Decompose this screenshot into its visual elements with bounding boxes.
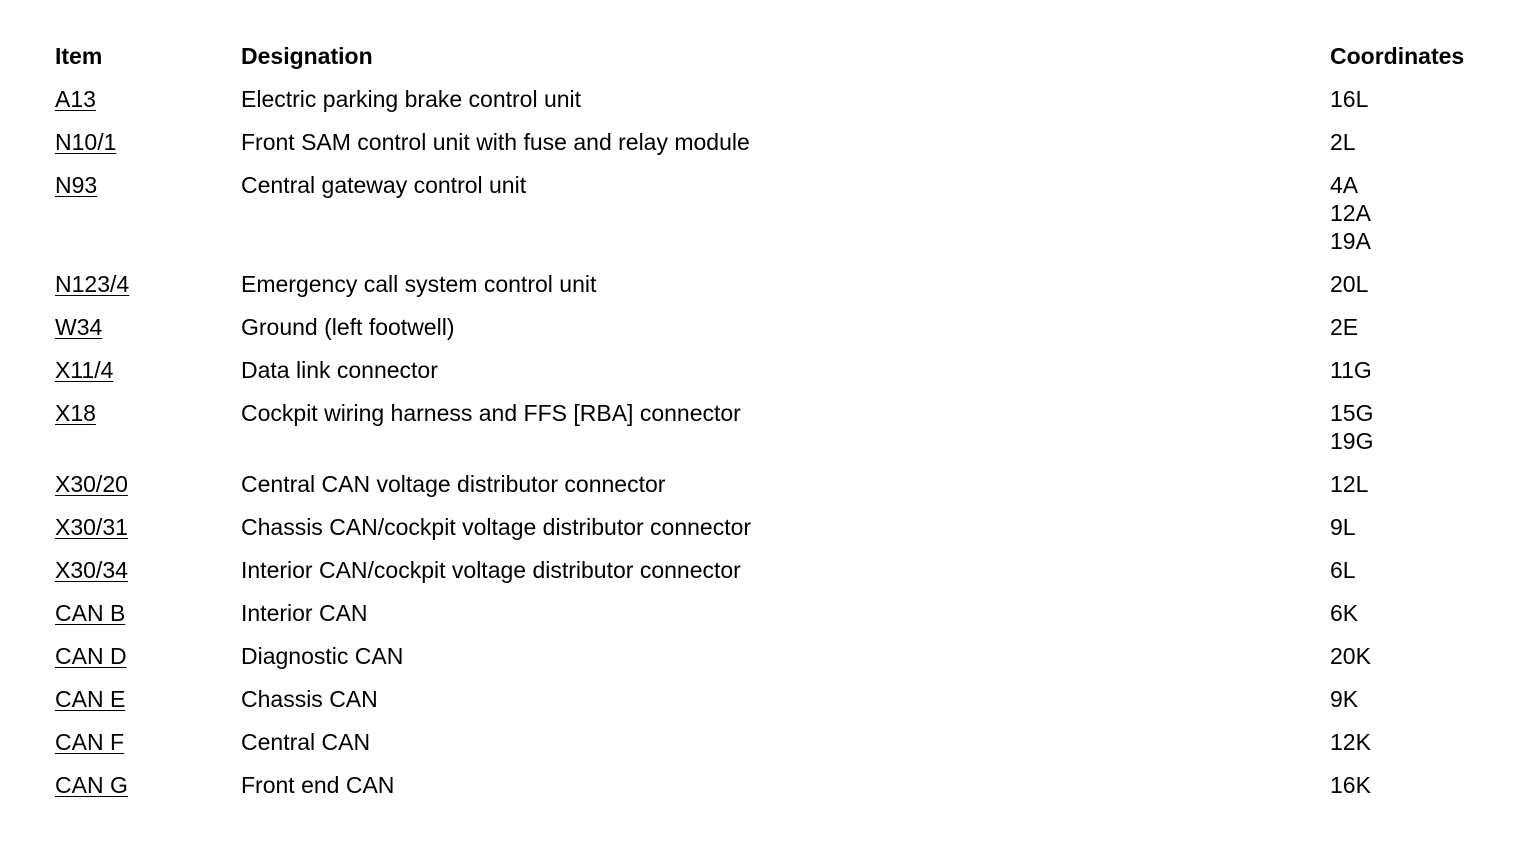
table-row bbox=[55, 771, 1495, 814]
designation-cell: Ground (left footwell) bbox=[241, 314, 455, 340]
item-link[interactable]: X30/20 bbox=[55, 471, 128, 497]
item-cell bbox=[55, 771, 241, 799]
item-cell bbox=[55, 513, 241, 541]
coordinate-value: 11G bbox=[1330, 357, 1372, 383]
component-legend-table bbox=[55, 42, 1495, 814]
item-link[interactable]: N93 bbox=[55, 172, 98, 198]
coordinates-cell bbox=[1330, 171, 1495, 255]
table-header bbox=[55, 42, 1495, 85]
coordinate-value: 12K bbox=[1330, 729, 1371, 755]
coordinates-cell bbox=[1330, 470, 1495, 498]
designation-cell: Chassis CAN bbox=[241, 686, 378, 712]
designation-cell: Data link connector bbox=[241, 357, 438, 383]
item-cell bbox=[55, 728, 241, 756]
coordinate-value: 9K bbox=[1330, 686, 1359, 712]
item-cell bbox=[55, 270, 241, 298]
designation-cell: Central gateway control unit bbox=[241, 172, 527, 198]
table-row bbox=[55, 556, 1495, 599]
coordinates-cell bbox=[1330, 642, 1495, 670]
item-link[interactable]: CAN D bbox=[55, 643, 127, 669]
item-link[interactable]: A13 bbox=[55, 86, 96, 112]
coordinates-cell bbox=[1330, 556, 1495, 584]
coordinate-value: 16L bbox=[1330, 86, 1369, 112]
item-cell bbox=[55, 128, 241, 156]
item-cell bbox=[55, 85, 241, 113]
coordinate-value: 12A bbox=[1330, 200, 1371, 226]
designation-cell: Electric parking brake control unit bbox=[241, 86, 582, 112]
item-cell bbox=[55, 599, 241, 627]
header-designation: Designation bbox=[241, 43, 373, 69]
coordinates-cell bbox=[1330, 771, 1495, 799]
coordinate-value: 20L bbox=[1330, 271, 1369, 297]
header-item: Item bbox=[55, 43, 103, 69]
table-row bbox=[55, 470, 1495, 513]
item-cell bbox=[55, 642, 241, 670]
table-row bbox=[55, 642, 1495, 685]
table-row bbox=[55, 270, 1495, 313]
table-row bbox=[55, 313, 1495, 356]
table-body bbox=[55, 85, 1495, 814]
item-cell bbox=[55, 685, 241, 713]
designation-cell: Emergency call system control unit bbox=[241, 271, 597, 297]
table-row bbox=[55, 171, 1495, 270]
coordinates-cell bbox=[1330, 513, 1495, 541]
coordinate-value: 15G bbox=[1330, 400, 1374, 426]
table-row bbox=[55, 85, 1495, 128]
coordinates-cell bbox=[1330, 128, 1495, 156]
coordinate-value: 2L bbox=[1330, 129, 1356, 155]
coordinates-cell bbox=[1330, 356, 1495, 384]
coordinates-cell bbox=[1330, 728, 1495, 756]
coordinates-cell bbox=[1330, 599, 1495, 627]
header-coordinates: Coordinates bbox=[1330, 43, 1465, 69]
item-cell bbox=[55, 399, 241, 427]
item-link[interactable]: CAN B bbox=[55, 600, 126, 626]
coordinates-cell bbox=[1330, 85, 1495, 113]
item-link[interactable]: X30/34 bbox=[55, 557, 128, 583]
item-link[interactable]: CAN F bbox=[55, 729, 124, 755]
designation-cell: Central CAN voltage distributor connector bbox=[241, 471, 666, 497]
coordinate-value: 6L bbox=[1330, 557, 1356, 583]
designation-cell: Chassis CAN/cockpit voltage distributor connector bbox=[241, 514, 752, 540]
item-cell bbox=[55, 171, 241, 199]
designation-cell: Front SAM control unit with fuse and relay module bbox=[241, 129, 750, 155]
coordinate-value: 19A bbox=[1330, 228, 1371, 254]
designation-cell: Interior CAN/cockpit voltage distributor connector bbox=[241, 557, 741, 583]
coordinate-value: 6K bbox=[1330, 600, 1359, 626]
table-row bbox=[55, 128, 1495, 171]
coordinates-cell bbox=[1330, 313, 1495, 341]
coordinates-cell bbox=[1330, 399, 1495, 455]
item-link[interactable]: X18 bbox=[55, 400, 96, 426]
designation-cell: Cockpit wiring harness and FFS [RBA] connector bbox=[241, 400, 741, 426]
item-cell bbox=[55, 470, 241, 498]
coordinates-cell bbox=[1330, 270, 1495, 298]
item-cell bbox=[55, 556, 241, 584]
coordinates-cell bbox=[1330, 685, 1495, 713]
table-row bbox=[55, 356, 1495, 399]
designation-cell: Interior CAN bbox=[241, 600, 368, 626]
item-cell bbox=[55, 356, 241, 384]
designation-cell: Central CAN bbox=[241, 729, 371, 755]
coordinate-value: 20K bbox=[1330, 643, 1371, 669]
item-link[interactable]: X30/31 bbox=[55, 514, 128, 540]
table-row bbox=[55, 513, 1495, 556]
item-link[interactable]: CAN G bbox=[55, 772, 128, 798]
item-link[interactable]: N10/1 bbox=[55, 129, 117, 155]
designation-cell: Front end CAN bbox=[241, 772, 395, 798]
coordinate-value: 4A bbox=[1330, 172, 1359, 198]
table-row bbox=[55, 599, 1495, 642]
coordinate-value: 9L bbox=[1330, 514, 1356, 540]
designation-cell: Diagnostic CAN bbox=[241, 643, 404, 669]
item-link[interactable]: N123/4 bbox=[55, 271, 130, 297]
item-link[interactable]: CAN E bbox=[55, 686, 126, 712]
item-link[interactable]: X11/4 bbox=[55, 357, 114, 383]
item-cell bbox=[55, 313, 241, 341]
coordinate-value: 12L bbox=[1330, 471, 1369, 497]
item-link[interactable]: W34 bbox=[55, 314, 103, 340]
coordinate-value: 16K bbox=[1330, 772, 1371, 798]
coordinate-value: 19G bbox=[1330, 428, 1374, 454]
table-row bbox=[55, 399, 1495, 470]
table-row bbox=[55, 685, 1495, 728]
table-row bbox=[55, 728, 1495, 771]
coordinate-value: 2E bbox=[1330, 314, 1359, 340]
